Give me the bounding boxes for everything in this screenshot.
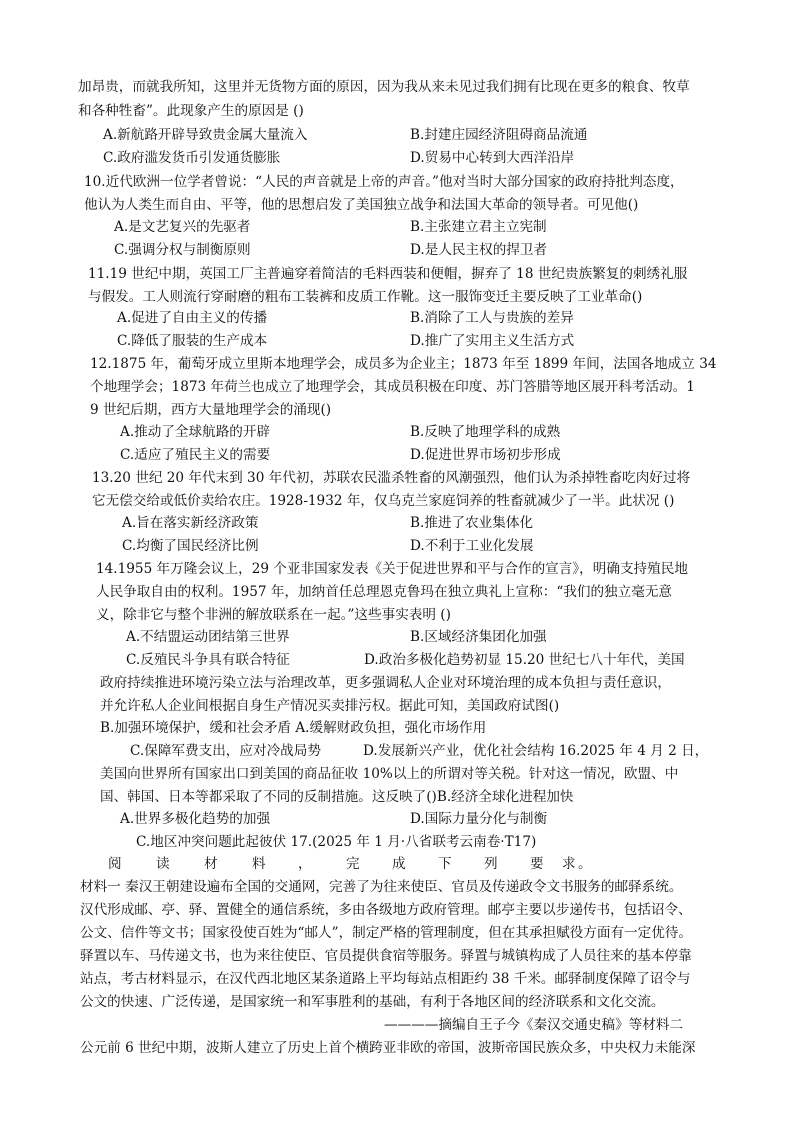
q13-option-b: B.推进了农业集体化 [410,515,534,531]
q9-option-a: A.新航路开辟导致贵金属大量流入 [103,127,308,143]
q11-option-d: D.推广了实用主义生活方式 [410,333,575,349]
q16-option-a: A.世界多极化趋势的加强 [120,811,271,827]
material1-line-1: 材料一 秦汉王朝建设遍布全国的交通网，完善了为往来使臣、官员及传递政令文书服务的邮驿系统。 [80,879,683,895]
q12-option-d: D.促进世界市场初步形成 [410,447,561,463]
q14-stem-line-2: 人民争取自由的权利。1957 年，加纳首任总理恩克鲁玛在独立典礼上宣称：“我们的独立毫无意 [96,584,673,600]
instruction-char: 完 [346,856,360,872]
instruction-char: 下 [438,856,452,872]
q14-stem-line-3: 义，除非它与整个非洲的解放联系在一起。”这些事实表明 () [96,607,451,623]
q11-stem-line-2: 与假发。工人则流行穿耐磨的粗布工装裤和皮质工作靴。这一服饰变迁主要反映了工业革命() [88,289,643,305]
q13-stem-line-2: 它无偿交给或低价卖给农庄。1928-1932 年，仅乌克兰家庭饲养的牲畜就减少了一半。此状况 () [92,493,675,509]
instruction-char: 阅 [108,856,122,872]
q14-option-d-and-q15-start: D.政治多极化趋势初显 15.20 世纪七八十年代，美国 [364,652,685,668]
q10-option-c: C.强调分权与制衡原则 [114,242,251,258]
q12-stem-line-3: 9 世纪后期，西方大量地理学会的涌现() [90,402,332,418]
material1-line-4: 驿置以车、马传递文书，也为来往使臣、官员提供食宿等服务。驿置与城镇构成了人员往来的基本停靠 [80,948,692,964]
q16-stem-line-2: 国、韩国、日本等都采取了不同的反制措施。这反映了()B.经济全球化进程加快 [100,789,574,805]
instruction-char: ， [298,856,312,872]
q11-option-c: C.降低了服装的生产成本 [117,333,268,349]
instruction-char: 材 [204,856,218,872]
instruction-char: 要 [530,856,544,872]
q14-option-b: B.区域经济集团化加强 [410,629,547,645]
instruction-char: 列 [484,856,498,872]
q15-stem-line-1: 政府持续推进环境污染立法与治理改革，更多强调私人企业对环境治理的成本负担与责任意识， [100,675,671,691]
q12-stem-line-2: 个地理学会；1873 年荷兰也成立了地理学会，其成员积极在印度、苏门答腊等地区展开科考活动。1 [90,379,695,395]
q10-option-a: A.是文艺复兴的先驱者 [114,219,251,235]
q15-option-d-and-q16-start: D.发展新兴产业，优化社会结构 16.2025 年 4 月 2 日， [363,743,709,759]
instruction-char: 读 [156,856,170,872]
q13-stem-line-1: 13.20 世纪 20 年代末到 30 年代初，苏联农民滥杀牲畜的风潮强烈，他们认为杀掉牲畜吃肉好过将 [92,470,691,486]
q13-option-c: C.均衡了国民经济比例 [122,538,259,554]
instruction-char: 料 [252,856,266,872]
instruction-char: 求 [562,856,576,872]
q9-stem-line-1: 加昂贵，而就我所知，这里并无货物方面的原因，因为我从来未见过我们拥有比现在更多的粮食、牧草 [78,79,690,95]
material1-line-2: 汉代形成邮、亭、驿、置健全的通信系统，多由各级地方政府管理。邮亭主要以步递传书，包括诏令、 [80,902,692,918]
material1-line-6: 公文的快速、广泛传递，是国家统一和军事胜利的基础，有利于各地区间的经济联系和文化交流。 [80,994,665,1010]
q10-option-b: B.主张建立君主立宪制 [410,219,547,235]
q12-stem-line-1: 12.1875 年，葡萄牙成立里斯本地理学会，成员多为企业主；1873 年至 1899 年间，法国各地成立 34 [90,356,717,372]
q11-stem-line-1: 11.19 世纪中期，英国工厂主普遍穿着简洁的毛料西装和便帽，摒弃了 18 世纪贵族繁复的刺绣礼服 [88,266,688,282]
q13-option-a: A.旨在落实新经济政策 [122,515,259,531]
instruction-char: 成 [392,856,406,872]
q12-option-a: A.推动了全球航路的开辟 [120,424,271,440]
material1-line-3: 公文、信件等文书；国家役使百姓为“邮人”，制定严格的管理制度，但在其承担赋役方面有一定优待。 [80,925,693,941]
material1-line-5: 站点，考古材料显示，在汉代西北地区某条道路上平均每站点相距约 38 千米。邮驿制度保障了诏令与 [80,971,691,987]
q15-options-b-a: B.加强环境保护，缓和社会矛盾 A.缓解财政负担，强化市场作用 [100,720,487,736]
q14-stem-line-1: 14.1955 年万隆会议上，29 个亚非国家发表《关于促进世界和平与合作的宣言》，明确支持殖民地 [96,561,688,577]
q16-option-c-and-q17-start: C.地区冲突问题此起彼伏 17.(2025 年 1 月·八省联考云南卷·T17) [136,834,537,850]
q13-option-d: D.不利于工业化发展 [410,538,534,554]
material2-line-1: 公元前 6 世纪中期，波斯人建立了历史上首个横跨亚非欧的帝国，波斯帝国民族众多，中央权力未能深 [80,1040,696,1056]
q15-option-c: C.保障军费支出，应对冷战局势 [130,743,321,759]
q10-stem-line-1: 10.近代欧洲一位学者曾说：“人民的声音就是上帝的声音。”他对当时大部分国家的政府持批判态度， [84,174,684,190]
q12-option-b: B.反映了地理学科的成熟 [410,424,561,440]
q17-instruction [0,853,794,875]
q14-option-a: A.不结盟运动团结第三世界 [126,629,290,645]
q11-option-b: B.消除了工人与贵族的差异 [410,310,574,326]
q10-option-d: D.是人民主权的捍卫者 [410,242,548,258]
q12-option-c: C.适应了殖民主义的需要 [120,447,271,463]
q15-stem-line-2: 并允许私人企业间根据自身生产情况买卖排污权。据此可知，美国政府试图() [100,698,560,714]
q10-stem-line-2: 他认为人类生而自由、平等，他的思想启发了美国独立战争和法国大革命的领导者。可见他() [84,197,639,213]
q16-option-d: D.国际力量分化与制衡 [410,811,548,827]
q9-option-b: B.封建庄园经济阻碍商品流通 [410,127,588,143]
q9-option-c: C.政府滥发货币引发通货膨胀 [103,150,281,166]
material1-source: ————摘编自王子今《秦汉交通史稿》等材料二 [384,1017,684,1033]
q11-option-a: A.促进了自由主义的传播 [117,310,268,326]
q14-option-c: C.反殖民斗争具有联合特征 [126,652,290,668]
q9-option-d: D.贸易中心转到大西洋沿岸 [410,150,575,166]
q9-stem-line-2: 和各种牲畜”。此现象产生的原因是 () [78,103,304,119]
q16-stem-line-1: 美国向世界所有国家出口到美国的商品征收 10%以上的所谓对等关税。针对这一情况，欧盟、中 [100,766,679,782]
instruction-char: 。 [578,856,592,872]
